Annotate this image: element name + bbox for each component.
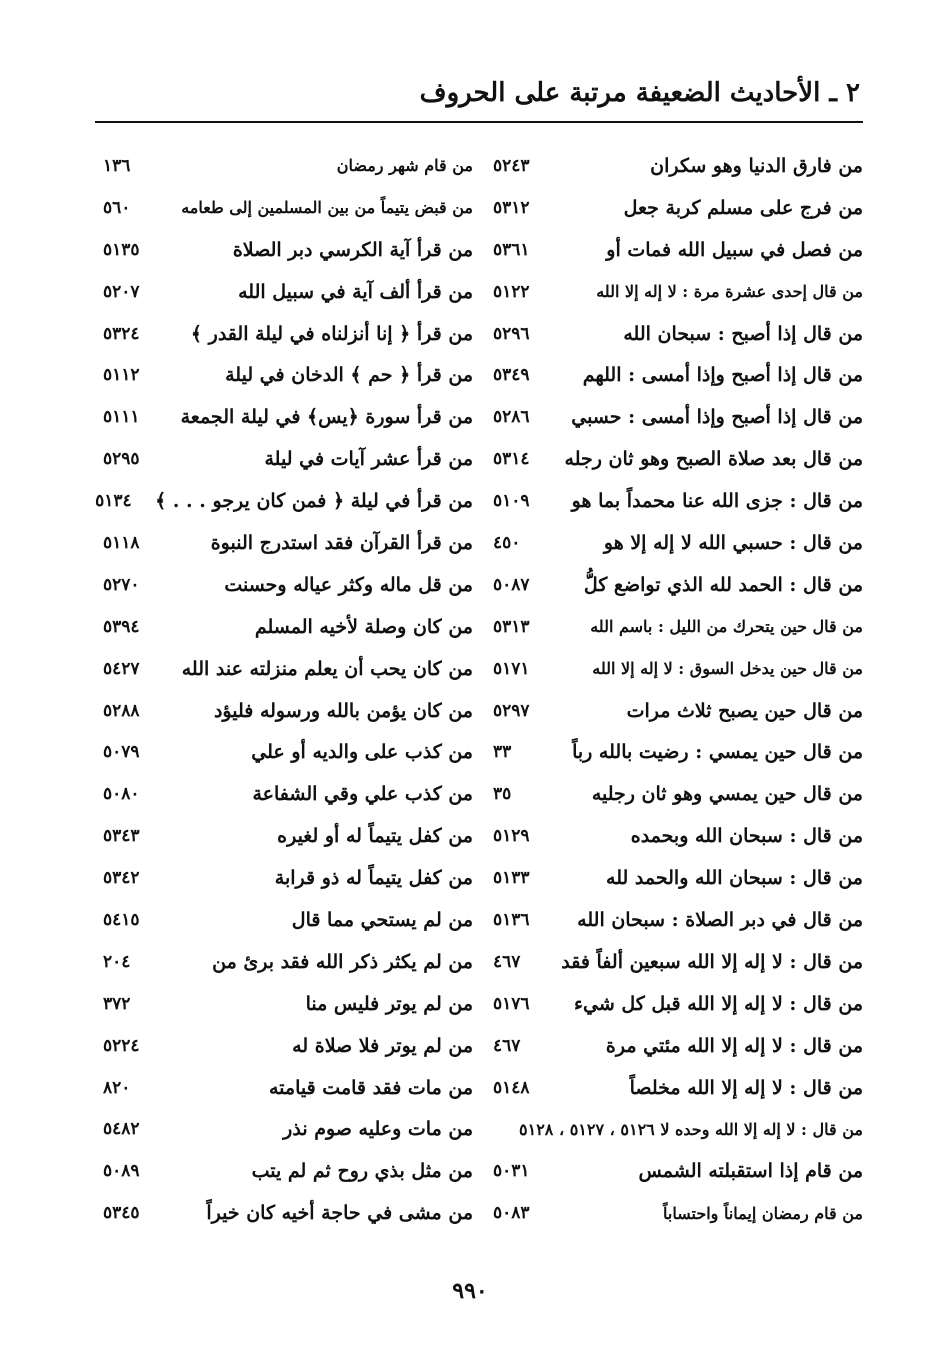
index-entry-number: ٥٣٤٣ [103, 826, 140, 847]
index-entry-row [493, 313, 863, 355]
index-entry-text: من كذب على والديه أو علي [251, 741, 473, 764]
index-entry-number: ٥١٣٣ [493, 868, 530, 889]
index-entry-number: ٤٦٧ [493, 1035, 521, 1056]
index-entry-text: من كفل يتيماً له أو لغيره [277, 825, 473, 848]
index-entry-text: من قام رمضان إيماناً واحتساباً [663, 1203, 863, 1223]
index-entry-row [103, 1108, 473, 1150]
page-header-title: ٢ ـ الأحاديث الضعيفة مرتبة على الحروف [419, 78, 860, 108]
index-entry-row [493, 187, 863, 229]
index-entry-number: ٥١٣٥ [103, 239, 140, 260]
index-entry-row [493, 564, 863, 606]
index-entry-row [493, 983, 863, 1025]
index-entry-number: ٥٤١٥ [103, 909, 140, 930]
index-entry-number: ٥٠٧٩ [103, 742, 140, 763]
index-entry-row [103, 313, 473, 355]
index-entry-number: ٥١١٢ [103, 365, 140, 386]
index-entry-number: ٣٥ [493, 784, 512, 805]
index-entry-row [493, 480, 863, 522]
index-entry-text: من كان وصلة لأخيه المسلم [254, 615, 473, 638]
index-entry-text: من قام إذا استقبلته الشمس [638, 1160, 863, 1183]
index-entry-number: ٥١٢٢ [493, 281, 530, 302]
index-entry-row [103, 941, 473, 983]
index-entry-number: ٤٦٧ [493, 951, 521, 972]
index-entry-number: ٣٣ [493, 742, 512, 763]
index-entry-text: من قال : سبحان الله والحمد لله [606, 867, 863, 890]
index-entry-text: من قرأ القرآن فقد استدرج النبوة [210, 531, 473, 554]
index-entry-text: من قال بعد صلاة الصبح وهو ثان رجله [564, 448, 863, 471]
index-entry-number: ٣٧٢ [103, 993, 131, 1014]
index-entry-row [493, 899, 863, 941]
index-entry-text: من فصل في سبيل الله فمات أو [606, 238, 863, 261]
index-entry-number: ٥٠٨٩ [103, 1161, 140, 1182]
index-entry-number: ٥٣٤٥ [103, 1203, 140, 1224]
index-entry-number: ٤٥٠ [493, 532, 521, 553]
index-entry-text: من كفل يتيماً له ذو قرابة [274, 867, 473, 890]
index-entry-text: من لم يوتر فلا صلاة له [292, 1034, 473, 1057]
index-entry-row [103, 899, 473, 941]
index-entry-text: من قرأ ألف آية في سبيل الله [238, 280, 473, 303]
index-entry-row [103, 354, 473, 396]
index-entry-text: من مثل بذي روح ثم لم يتب [251, 1160, 473, 1183]
index-entry-row [103, 773, 473, 815]
index-entry-number: ٥١١١ [103, 407, 140, 428]
index-entry-number: ٥٣٦١ [493, 239, 530, 260]
index-entry-row [103, 396, 473, 438]
index-entry-row [103, 815, 473, 857]
index-entry-number: ٢٠٤ [103, 951, 131, 972]
index-entry-text: من قال حين يتحرك من الليل : باسم الله [590, 617, 863, 637]
index-entry-row [493, 396, 863, 438]
index-entry-number: ٥٢٤٣ [493, 155, 530, 176]
index-entry-text: من قال إذا أصبح وإذا أمسى : اللهم [582, 364, 863, 387]
index-entry-number: ٥٣٤٩ [493, 365, 530, 386]
index-entry-text: من قرأ آية الكرسي دبر الصلاة [232, 238, 473, 261]
index-entry-row [95, 480, 473, 522]
index-entry-number: ٥١٠٩ [493, 491, 530, 512]
header-divider [95, 121, 863, 123]
index-entry-text: من فرج على مسلم كربة جعل [623, 196, 863, 219]
index-entry-number: ٥١١٨ [103, 532, 140, 553]
index-entry-row [103, 731, 473, 773]
index-entry-row [103, 857, 473, 899]
index-entry-text: من قرأ ﴿ حم ﴾ الدخان في ليلة [225, 364, 473, 387]
index-entry-number: ٥٤٨٢ [103, 1119, 140, 1140]
index-entry-row [103, 983, 473, 1025]
index-entry-text: من قال إحدى عشرة مرة : لا إله إلا الله [596, 282, 863, 302]
index-entry-row [493, 1150, 863, 1192]
index-entry-number: ٥٤٢٧ [103, 658, 140, 679]
index-entry-text: من قام شهر رمضان [336, 156, 473, 176]
index-column-right [493, 145, 863, 1234]
index-entry-text: من مشى في حاجة أخيه كان خيراً [206, 1202, 473, 1225]
index-entry-row [493, 606, 863, 648]
index-entry-number: ٥٠٣١ [493, 1161, 530, 1182]
index-entry-text: من لم يكثر ذكر الله فقد برئ من [212, 950, 473, 973]
index-entry-number: ٥٢٩٥ [103, 449, 140, 470]
index-entry-text: من مات وعليه صوم نذر [283, 1118, 473, 1141]
index-entry-text: من قال : لا إله إلا الله وحده لا ٥١٢٦ ، ٥١٢٧ ، ٥١٢٨ [519, 1119, 863, 1139]
index-entry-number: ٥٣١٤ [493, 449, 530, 470]
index-entry-row [493, 773, 863, 815]
index-entry-text: من قال حين يمسي وهو ثان رجليه [591, 783, 863, 806]
index-entry-row [493, 522, 863, 564]
index-entry-number: ٥١٣٤ [95, 491, 132, 512]
index-entry-text: من قال حين يمسي : رضيت بالله رباً [572, 741, 863, 764]
index-entry-number: ٥١٧٦ [493, 993, 530, 1014]
index-entry-number: ٥١٣٦ [493, 909, 530, 930]
index-entry-row [493, 941, 863, 983]
page-number: ٩٩٠ [452, 1278, 488, 1304]
index-entry-text: من قال : لا إله إلا الله مئتي مرة [605, 1034, 863, 1057]
index-entry-row [493, 648, 863, 690]
index-entry-text: من كان يؤمن بالله ورسوله فليؤد [213, 699, 473, 722]
index-entry-number: ٥١٤٨ [493, 1077, 530, 1098]
index-entry-text: من قال حين يصبح ثلاث مرات [626, 699, 863, 722]
index-entry-row [493, 145, 863, 187]
index-entry-number: ٥٠٨٣ [493, 1203, 530, 1224]
index-entry-text: من كان يحب أن يعلم منزلته عند الله [181, 657, 473, 680]
index-entry-number: ٥٦٠ [103, 197, 131, 218]
index-entry-number: ٥١٧١ [493, 658, 530, 679]
index-entry-text: من قال إذا أصبح وإذا أمسى : حسبي [571, 406, 863, 429]
index-entry-row [103, 1025, 473, 1067]
index-entry-text: من قال : الحمد لله الذي تواضع كلُّ [583, 573, 863, 596]
index-entry-number: ٥٣٤٢ [103, 868, 140, 889]
index-entry-row [103, 1192, 473, 1234]
index-entry-number: ٥٠٨٠ [103, 784, 140, 805]
index-entry-text: من كذب علي وقي الشفاعة [252, 783, 473, 806]
index-entry-text: من قال : لا إله إلا الله سبعين ألفاً فقد [561, 950, 863, 973]
index-entry-text: من لم يستحي مما قال [291, 908, 473, 931]
index-entry-number: ٥٢٨٨ [103, 700, 140, 721]
index-entry-text: من قرأ سورة ﴿يس﴾ في ليلة الجمعة [180, 406, 473, 429]
index-entry-number: ٥٣١٢ [493, 197, 530, 218]
index-entry-row [103, 606, 473, 648]
index-entry-text: من قل ماله وكثر عياله وحسنت [224, 573, 473, 596]
index-entry-row [103, 564, 473, 606]
index-entry-text: من قبض يتيماً من بين المسلمين إلى طعامه [181, 198, 473, 218]
index-entry-text: من قال : جزى الله عنا محمداً بما هو [571, 490, 863, 513]
index-entry-text: من قال : لا إله إلا الله مخلصاً [629, 1076, 863, 1099]
index-entry-row [103, 229, 473, 271]
index-entry-row [103, 690, 473, 732]
index-entry-text: من قال إذا أصبح : سبحان الله [623, 322, 863, 345]
index-entry-text: من قرأ في ليلة ﴿ فمن كان يرجو . . . ﴾ [155, 490, 473, 513]
index-entry-row [493, 731, 863, 773]
index-entry-text: من قال : لا إله إلا الله قبل كل شيء [574, 992, 863, 1015]
index-entry-row [493, 857, 863, 899]
index-entry-number: ٥٢٩٧ [493, 700, 530, 721]
index-entry-row [493, 354, 863, 396]
index-entry-row [103, 187, 473, 229]
index-entry-row [103, 1150, 473, 1192]
index-entry-number: ١٣٦ [103, 155, 131, 176]
index-entry-text: من مات فقد قامت قيامته [268, 1076, 473, 1099]
index-entry-row [103, 522, 473, 564]
index-entry-text: من قرأ ﴿ إنا أنزلناه في ليلة القدر ﴾ [190, 322, 473, 345]
index-column-left [95, 145, 473, 1234]
index-entry-number: ٥٢٢٤ [103, 1035, 140, 1056]
index-entry-row [103, 145, 473, 187]
index-entry-row [493, 1108, 863, 1150]
index-entry-row [493, 815, 863, 857]
index-entry-row [493, 1192, 863, 1234]
index-entry-text: من فارق الدنيا وهو سكران [650, 154, 863, 177]
index-entry-text: من لم يوتر فليس منا [305, 992, 473, 1015]
index-entry-row [493, 229, 863, 271]
index-entry-row [493, 1025, 863, 1067]
index-entry-number: ٥٣٩٤ [103, 616, 140, 637]
index-entry-row [493, 1067, 863, 1109]
index-entry-number: ٥١٢٩ [493, 826, 530, 847]
index-entry-row [493, 438, 863, 480]
index-entry-number: ٨٢٠ [103, 1077, 131, 1098]
index-entry-text: من قال حين يدخل السوق : لا إله إلا الله [592, 659, 863, 679]
index-entry-row [493, 271, 863, 313]
index-entry-number: ٥٣١٣ [493, 616, 530, 637]
index-entry-row [103, 1067, 473, 1109]
index-entry-text: من قال : سبحان الله وبحمده [630, 825, 863, 848]
index-entry-row [103, 271, 473, 313]
index-entry-number: ٥٣٢٤ [103, 323, 140, 344]
index-entry-number: ٥٢٧٠ [103, 574, 140, 595]
index-entry-number: ٥٠٨٧ [493, 574, 530, 595]
index-entry-row [493, 690, 863, 732]
index-entry-text: من قرأ عشر آيات في ليلة [264, 448, 473, 471]
index-entry-number: ٥٢٠٧ [103, 281, 140, 302]
index-entry-number: ٥٢٩٦ [493, 323, 530, 344]
index-entry-text: من قال : حسبي الله لا إله إلا هو [603, 531, 863, 554]
index-entry-row [103, 438, 473, 480]
index-entry-number: ٥٢٨٦ [493, 407, 530, 428]
index-entry-text: من قال في دبر الصلاة : سبحان الله [577, 908, 863, 931]
index-entry-row [103, 648, 473, 690]
